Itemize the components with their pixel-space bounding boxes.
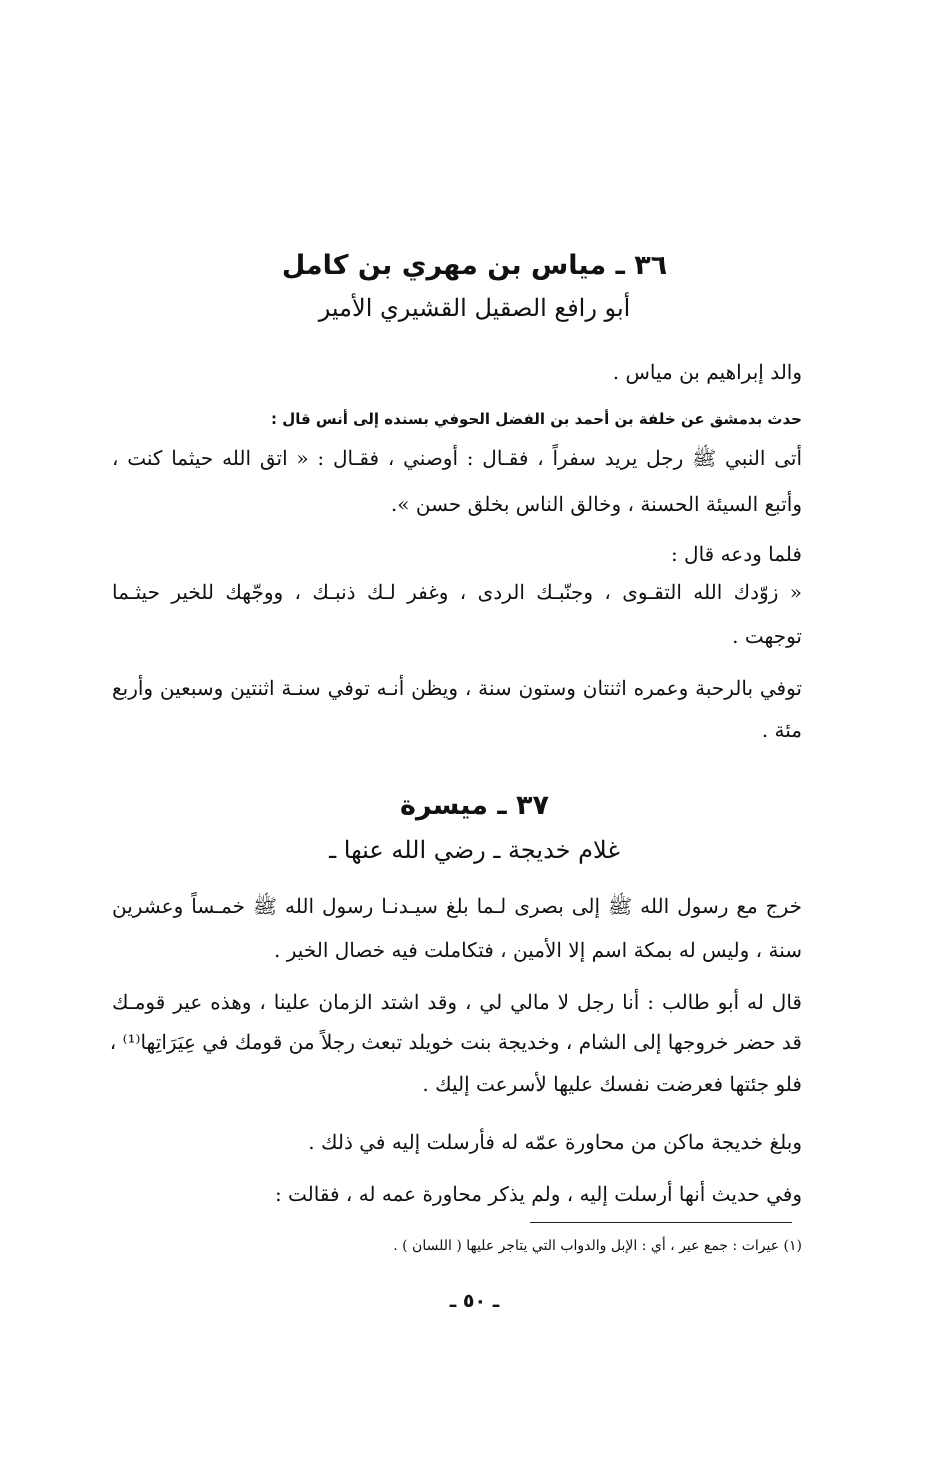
farewell-line: « زوّدك الله التقـوى ، وجنّبـك الردى ، وغفر لـك ذنبـك ، ووجّهك للخير حيثـما [112, 580, 802, 604]
entry-37-subtitle: غلام خديجة ـ رضي الله عنها ـ [329, 836, 620, 864]
farewell-line: توجهت . [732, 624, 802, 648]
paragraph-line: خرج مع رسول الله ﷺ إلى بصرى لـما بلغ سيـدنـا رسول الله ﷺ خمـساً وعشرين [112, 894, 802, 918]
hadith-line: أتى النبي ﷺ رجل يريد سفراً ، فقـال : أوصني ، فقـال : « اتق الله حيثما كنت ، [112, 446, 802, 470]
death-line: مئة . [761, 718, 802, 742]
entry-36-subtitle: أبو رافع الصقيل القشيري الأمير [318, 294, 631, 322]
death-line: توفي بالرحبة وعمره اثنتان وستون سنة ، ويظن أنـه توفي سنـة اثنتين وسبعين وأربع [112, 676, 802, 700]
entry-36-intro: والد إبراهيم بن مياس . [612, 360, 802, 384]
entry-36-isnad: حدث بدمشق عن خلفة بن أحمد بن الفضل الحوفي بسنده إلى أنس قال : [271, 410, 802, 428]
footnote: (١) عيرات : جمع عير ، أي : الإبل والدواب التي يتاجر عليها ( اللسان ) . [393, 1238, 802, 1254]
paragraph-line: قال له أبو طالب : أنا رجل لا مالي لي ، وقد اشتد الزمان علينا ، وهذه عير قومـك [112, 990, 802, 1014]
entry-37-title: ٣٧ ـ ميسرة [400, 790, 549, 821]
paragraph-line: فلو جئتها فعرضت نفسك عليها لأسرعت إليك . [422, 1072, 802, 1096]
paragraph-line: وفي حديث أنها أرسلت إليه ، ولم يذكر محاورة عمه له ، فقالت : [274, 1182, 802, 1206]
paragraph-line: سنة ، وليس له بمكة اسم إلا الأمين ، فتكاملت فيه خصال الخير . [274, 938, 802, 962]
farewell-intro: فلما ودعه قال : [670, 542, 802, 566]
hadith-line: وأتبع السيئة الحسنة ، وخالق الناس بخلق حسن ». [390, 492, 802, 516]
page-number: ـ ٥٠ ـ [449, 1290, 500, 1312]
paragraph-line: قد حضر خروجها إلى الشام ، وخديجة بنت خويلد تبعث رجلاً من قومك في عِيَرَاتِها⁽¹⁾ ، [109, 1030, 802, 1054]
paragraph-line: وبلغ خديجة ماكن من محاورة عمّه له فأرسلت إليه في ذلك . [308, 1130, 802, 1154]
entry-36-title: ٣٦ ـ مياس بن مهري بن كامل [281, 250, 668, 281]
footnote-rule [530, 1222, 792, 1223]
